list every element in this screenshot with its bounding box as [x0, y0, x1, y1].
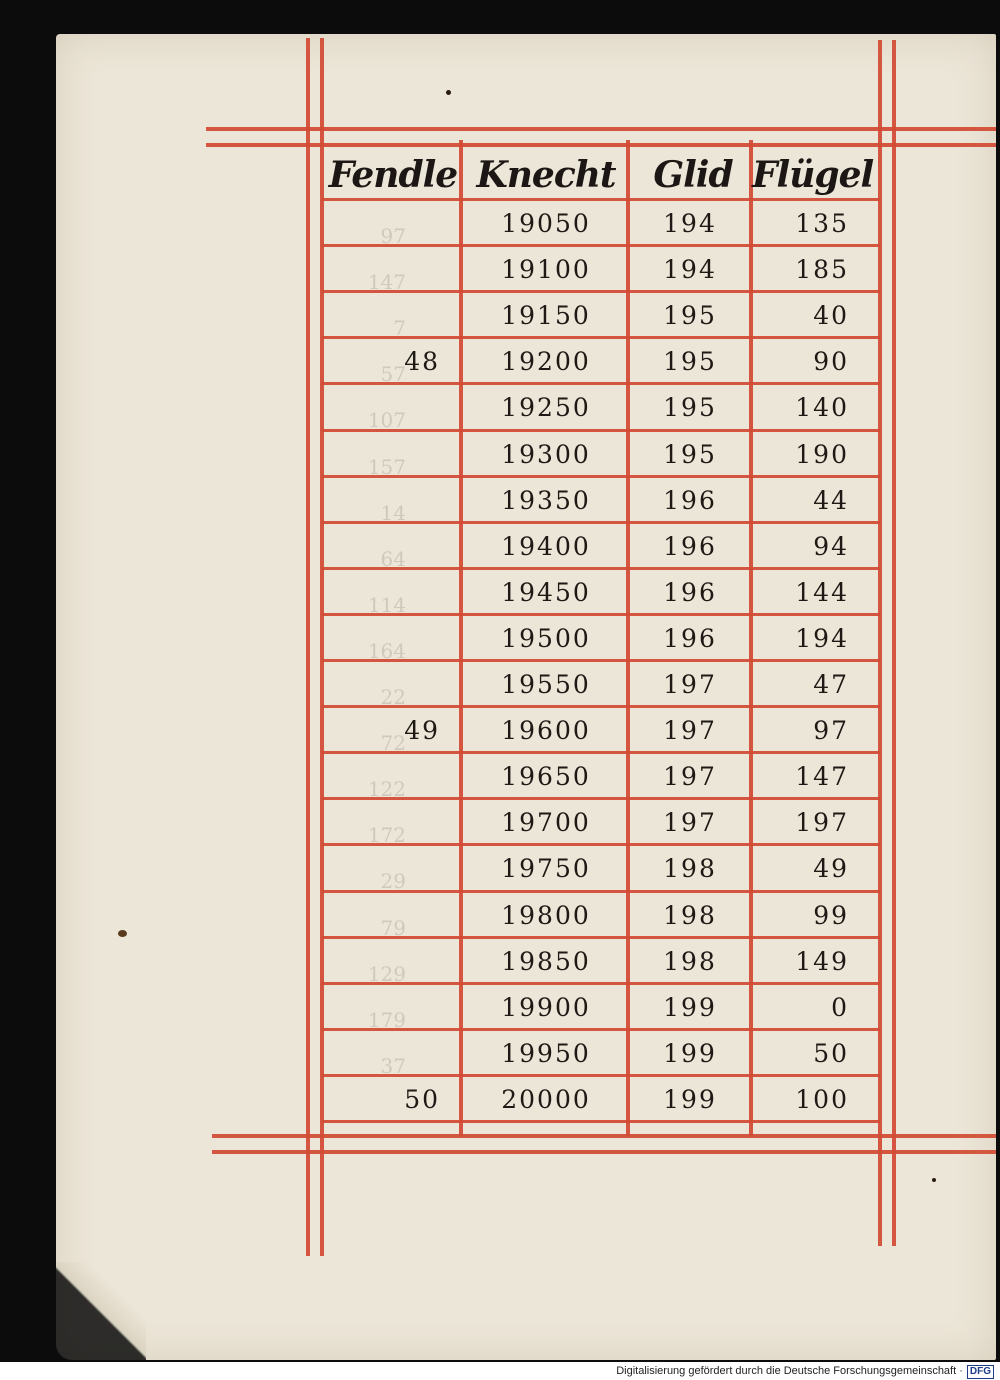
- table-cell-knecht: 20000: [501, 1085, 591, 1114]
- table-cell-flugel: 0: [831, 993, 849, 1022]
- ink-speck: [932, 1178, 936, 1182]
- table-cell-flugel: 97: [813, 716, 849, 745]
- table-cell-glid: 196: [663, 532, 717, 561]
- table-cell-knecht: 19150: [501, 301, 591, 330]
- table-cell-fendle: [330, 944, 446, 980]
- bleedthrough-numeral: 37: [380, 1054, 406, 1078]
- table-cell-flugel: 50: [813, 1039, 849, 1068]
- table-cell-glid: 197: [663, 808, 717, 837]
- table-cell-glid: 199: [663, 1085, 717, 1114]
- table-cell-glid: 196: [663, 486, 717, 515]
- table-cell-knecht: 19950: [501, 1039, 591, 1068]
- bleedthrough-numeral: 79: [380, 916, 406, 940]
- table-cell-knecht: 19850: [501, 947, 591, 976]
- table-cell-glid: 196: [663, 578, 717, 607]
- table-cell-flugel: 94: [813, 532, 849, 561]
- table-cell-glid: 196: [663, 624, 717, 653]
- table-cell-fendle: [330, 759, 446, 795]
- table-cell-fendle: [330, 990, 446, 1026]
- table-cell-fendle: 49: [404, 716, 440, 745]
- footer-text: Digitalisierung gefördert durch die Deutsche Forschungsgemeinschaft ·: [616, 1365, 963, 1377]
- table-cell-knecht: 19400: [501, 532, 591, 561]
- table-cell-fendle: [330, 483, 446, 519]
- header-knecht: Knecht: [476, 154, 616, 196]
- table-cell-glid: 194: [663, 209, 717, 238]
- table-cell-flugel: 185: [795, 255, 849, 284]
- table-cell-fendle: [330, 298, 446, 334]
- table-cell-fendle: [330, 898, 446, 934]
- right-border-rule: [892, 40, 896, 1246]
- bleedthrough-numeral: 14: [380, 501, 406, 525]
- table-cell-flugel: 49: [813, 854, 849, 883]
- bleedthrough-numeral: 57: [380, 362, 406, 386]
- table-cell-flugel: 135: [795, 209, 849, 238]
- ink-speck: [446, 90, 451, 95]
- table-cell-flugel: 44: [813, 486, 849, 515]
- table-cell-knecht: 19650: [501, 762, 591, 791]
- table-cell-fendle: [330, 851, 446, 887]
- table-cell-glid: 195: [663, 301, 717, 330]
- page-corner-fold: [56, 1262, 146, 1360]
- bleedthrough-numeral: 122: [367, 777, 406, 801]
- table-cell-fendle: [330, 437, 446, 473]
- right-border-rule: [878, 40, 882, 1246]
- header-fendle: Fendle: [328, 154, 458, 196]
- bleedthrough-numeral: 7: [393, 316, 406, 340]
- table-cell-glid: 195: [663, 347, 717, 376]
- table-cell-glid: 199: [663, 993, 717, 1022]
- table-cell-flugel: 99: [813, 901, 849, 930]
- table-cell-flugel: 194: [795, 624, 849, 653]
- bleedthrough-numeral: 107: [367, 408, 406, 432]
- table-cell-glid: 198: [663, 947, 717, 976]
- table-cell-knecht: 19600: [501, 716, 591, 745]
- table-cell-glid: 195: [663, 393, 717, 422]
- left-border-rule: [306, 38, 310, 1256]
- ink-speck: [118, 930, 127, 937]
- row-rule: [322, 1120, 880, 1123]
- table-cell-flugel: 197: [795, 808, 849, 837]
- table-cell-flugel: 144: [795, 578, 849, 607]
- table-cell-flugel: 100: [795, 1085, 849, 1114]
- header-glid: Glid: [653, 154, 733, 196]
- bleedthrough-numeral: 29: [380, 869, 406, 893]
- table-cell-flugel: 140: [795, 393, 849, 422]
- table-cell-knecht: 19250: [501, 393, 591, 422]
- table-cell-fendle: [330, 529, 446, 565]
- bleedthrough-numeral: 179: [367, 1008, 406, 1032]
- table-cell-knecht: 19200: [501, 347, 591, 376]
- table-cell-fendle: [330, 575, 446, 611]
- table-cell-flugel: 90: [813, 347, 849, 376]
- bleedthrough-numeral: 72: [380, 731, 406, 755]
- table-cell-fendle: [330, 621, 446, 657]
- table-cell-knecht: 19350: [501, 486, 591, 515]
- table-cell-glid: 195: [663, 440, 717, 469]
- bleedthrough-numeral: 172: [367, 823, 406, 847]
- table-cell-knecht: 19700: [501, 808, 591, 837]
- footer-credit: [0, 1362, 1000, 1380]
- table-cell-flugel: 190: [795, 440, 849, 469]
- table-cell-knecht: 19050: [501, 209, 591, 238]
- table-cell-flugel: 147: [795, 762, 849, 791]
- table-cell-fendle: [330, 1036, 446, 1072]
- table-cell-glid: 199: [663, 1039, 717, 1068]
- table-cell-glid: 197: [663, 762, 717, 791]
- table-cell-knecht: 19500: [501, 624, 591, 653]
- table-cell-glid: 198: [663, 901, 717, 930]
- table-cell-flugel: 149: [795, 947, 849, 976]
- table-cell-fendle: 50: [404, 1085, 440, 1114]
- table-cell-knecht: 19300: [501, 440, 591, 469]
- bleedthrough-numeral: 97: [380, 224, 406, 248]
- table-cell-glid: 197: [663, 670, 717, 699]
- table-cell-glid: 194: [663, 255, 717, 284]
- bleedthrough-numeral: 147: [367, 270, 406, 294]
- table-cell-fendle: [330, 390, 446, 426]
- table-cell-knecht: 19750: [501, 854, 591, 883]
- bleedthrough-numeral: 157: [367, 455, 406, 479]
- table-cell-flugel: 47: [813, 670, 849, 699]
- table-cell-knecht: 19800: [501, 901, 591, 930]
- table-cell-fendle: [330, 252, 446, 288]
- table-cell-knecht: 19450: [501, 578, 591, 607]
- table-cell-knecht: 19550: [501, 670, 591, 699]
- bleedthrough-numeral: 22: [380, 685, 406, 709]
- table-cell-fendle: [330, 805, 446, 841]
- bleedthrough-numeral: 64: [380, 547, 406, 571]
- bleedthrough-numeral: 164: [367, 639, 406, 663]
- table-cell-fendle: 48: [404, 347, 440, 376]
- bleedthrough-numeral: 114: [367, 593, 406, 617]
- table-cell-knecht: 19900: [501, 993, 591, 1022]
- table-cell-glid: 198: [663, 854, 717, 883]
- table-cell-flugel: 40: [813, 301, 849, 330]
- bleedthrough-numeral: 129: [367, 962, 406, 986]
- table-cell-fendle: [330, 667, 446, 703]
- table-cell-fendle: [330, 206, 446, 242]
- dfg-logo: DFG: [967, 1365, 994, 1379]
- table-cell-glid: 197: [663, 716, 717, 745]
- table-cell-knecht: 19100: [501, 255, 591, 284]
- header-flugel: Flügel: [752, 154, 874, 196]
